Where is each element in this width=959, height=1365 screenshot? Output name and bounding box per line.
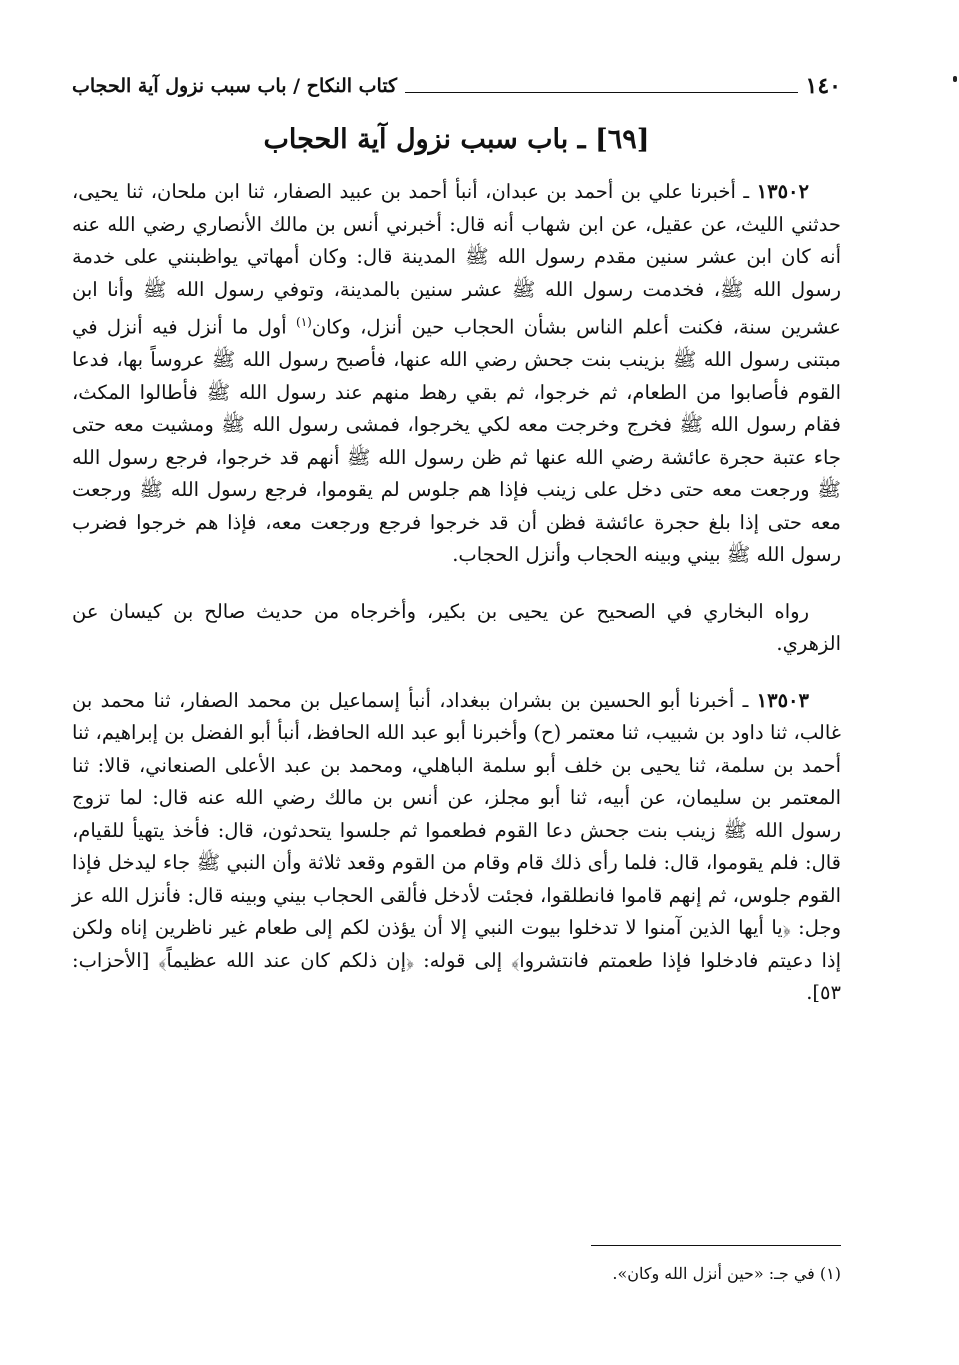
- running-header: [72, 66, 841, 106]
- footnote-rule: [591, 1245, 841, 1246]
- page-number: ١٤٠: [805, 73, 841, 99]
- hadith-13502: [72, 176, 841, 572]
- chapter-heading: [٦٩] ـ باب سبب نزول آية الحجاب: [263, 124, 650, 155]
- footnote-marker: (١): [296, 315, 312, 329]
- running-title: كتاب النكاح / باب سبب نزول آية الحجاب: [72, 75, 398, 97]
- hadith-number: ١٣٥٠٢: [756, 180, 809, 203]
- main-text: [72, 176, 841, 1010]
- hadith-13503: [72, 685, 841, 1010]
- hadith-text: ـ أخبرنا أبو الحسين بن بشران ببغداد، أنبأ إسماعيل بن محمد الصفار، ثنا محمد بن غالب، ثنا داود بن شبيب، ثنا معتمر (ح) وأخبرنا أبو عبد الله الحافظ، أنبأ أبو الفضل بن إبراهيم، ثنا أحمد بن سلمة، ثنا يحيى بن خلف أبو سلمة الباهلي، ومحمد بن عبد الأعلى الصنعاني، قالا: ثنا المعتمر بن سليمان، عن أبيه، ثنا أبو مجلز، عن أنس بن مالك رضي الله عنه قال: لما تزوج رسول الله ﷺ زينب بنت جحش دعا القوم فطعموا ثم جلسوا يتحدثون، قال: فأخذ يتهيأ للقيام، قال: فلم يقوموا، قال: فلما رأى ذلك قام وقام من القوم وقعد ثلاثة وأن النبي ﷺ جاء ليدخل فإذا القوم جلوس، ثم إنهم قاموا فانطلقوا، فجئت لأدخل فألقى الحجاب بيني وبينه قال: فأنزل الله عز وجل: ﴿يا أيها الذين آمنوا لا تدخلوا بيوت النبي إلا أن يؤذن لكم إلى طعام غير ناظرين إناه ولكن إذا دعيتم فادخلوا فإذا طعمتم فانتشروا﴾ إلى قوله: ﴿إن ذلكم كان عند الله عظيماً﴾ [الأحزاب: ٥٣].: [72, 688, 841, 1004]
- hadith-text-continued: أول ما أنزل فيه أنزل في مبتنى رسول الله ﷺ بزينب بنت جحش رضي الله عنها، فأصبح رسول الله ﷺ عروساً بها، فدعا القوم فأصابوا من الطعام، ثم خرجوا، ثم بقي رهط منهم عند رسول الله ﷺ فأطالوا المكث، فقام رسول الله ﷺ فخرج وخرجت معه لكي يخرجوا، فمشى رسول الله ﷺ ومشيت معه حتى جاء عتبة حجرة عائشة رضي الله عنها ثم ظن رسول الله ﷺ أنهم قد خرجوا، فرجع رسول الله ﷺ ورجعت معه حتى دخل على زينب فإذا هم جلوس لم يقوموا، فرجع رسول الله ﷺ ورجعت معه حتى إذا بلغ حجرة عائشة فظن أن قد خرجوا فرجع ورجعت معه، فإذا هم خرجوا فضرب رسول الله ﷺ بيني وبينه الحجاب وأنزل الحجاب.: [72, 315, 841, 566]
- scan-edge-mark: [953, 76, 957, 82]
- footnote: (١) في جـ: «حين أنزل الله وكان».: [612, 1264, 841, 1283]
- hadith-text: ـ أخبرنا علي بن أحمد بن عبدان، أنبأ أحمد بن عبيد الصفار، ثنا ابن ملحان، ثنا يحيى، حدثني الليث، عن عقيل، عن ابن شهاب أنه قال: أخبرني أنس بن مالك الأنصاري رضي الله عنه أنه كان ابن عشر سنين مقدم رسول الله ﷺ المدينة قال: وكان أمهاتي يواظبنني على خدمة رسول الله ﷺ، فخدمت رسول الله ﷺ عشر سنين بالمدينة، وتوفي رسول الله ﷺ وأنا ابن عشرين سنة، فكنت أعلم الناس بشأن الحجاب حين أنزل، وكان: [72, 180, 841, 339]
- hadith-number: ١٣٥٠٣: [756, 688, 809, 712]
- narration-note: رواه البخاري في الصحيح عن يحيى بن بكير، وأخرجاه من حديث صالح بن كيسان عن الزهري.: [72, 599, 841, 655]
- header-rule: [405, 92, 797, 93]
